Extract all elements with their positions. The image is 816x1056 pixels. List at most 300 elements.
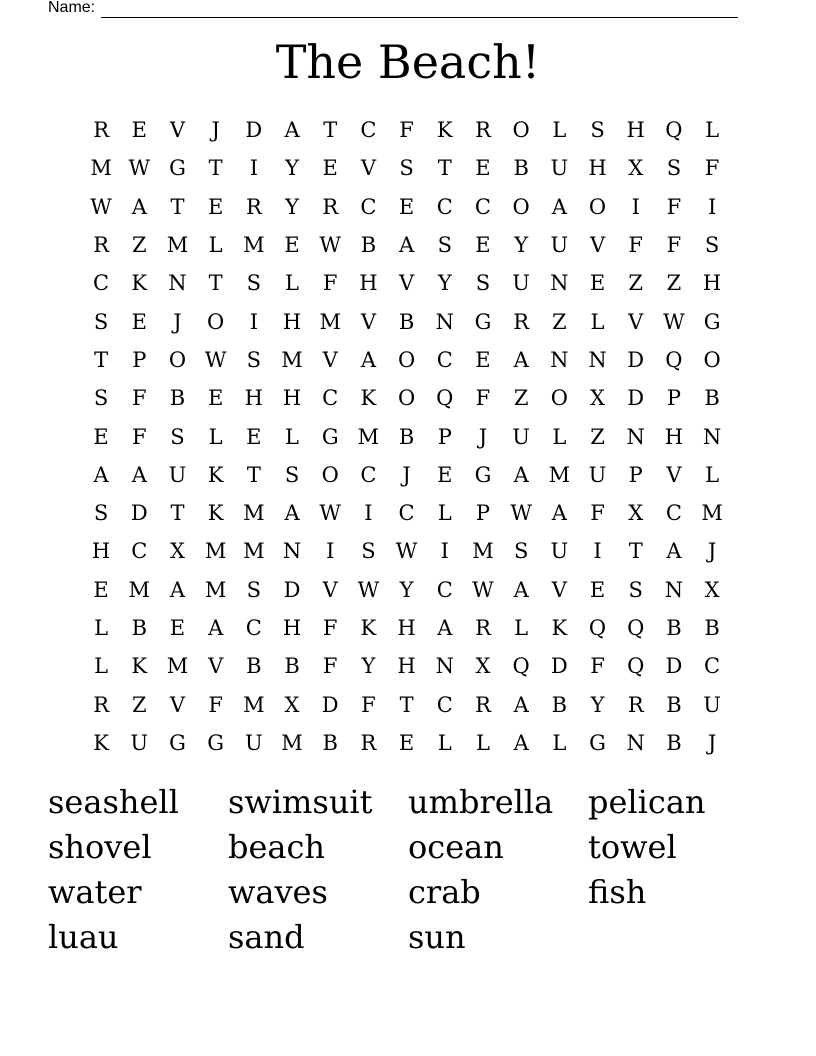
grid-letter: L bbox=[94, 616, 109, 640]
grid-letter: B bbox=[246, 654, 262, 679]
grid-letter: I bbox=[440, 539, 449, 564]
grid-letter: U bbox=[168, 462, 187, 487]
grid-letter: N bbox=[588, 347, 607, 372]
grid-letter: L bbox=[514, 616, 529, 640]
grid-letter: V bbox=[666, 462, 682, 487]
grid-letter: B bbox=[666, 692, 682, 717]
grid-letter: A bbox=[399, 233, 415, 258]
grid-letter: B bbox=[360, 233, 377, 258]
word-list-item: luau bbox=[48, 918, 119, 956]
grid-letter: A bbox=[131, 462, 147, 487]
grid-letter: B bbox=[551, 692, 568, 717]
grid-letter: L bbox=[437, 730, 452, 755]
grid-letter: W bbox=[204, 347, 227, 372]
grid-letter: V bbox=[360, 309, 376, 334]
grid-letter: S bbox=[666, 156, 682, 181]
grid-letter: Q bbox=[512, 654, 530, 679]
grid-letter: L bbox=[552, 730, 567, 755]
grid-letter: W bbox=[395, 539, 418, 564]
grid-letter: I bbox=[364, 501, 373, 526]
grid-letter: C bbox=[398, 501, 415, 526]
name-underline bbox=[101, 2, 738, 18]
grid-letter: J bbox=[173, 309, 182, 334]
grid-letter: W bbox=[472, 577, 494, 602]
grid-letter: Q bbox=[588, 616, 607, 640]
grid-letter: L bbox=[208, 424, 223, 449]
grid-letter: R bbox=[627, 692, 644, 717]
grid-letter: O bbox=[397, 347, 416, 372]
grid-letter: M bbox=[281, 347, 303, 372]
word-list-item: swimsuit bbox=[228, 783, 373, 821]
grid-letter: G bbox=[169, 156, 186, 181]
grid-letter: U bbox=[550, 156, 569, 181]
grid-letter: F bbox=[590, 501, 605, 526]
grid-letter: F bbox=[590, 654, 605, 679]
grid-letter: F bbox=[131, 386, 147, 411]
word-list-item: crab bbox=[408, 873, 481, 911]
grid-letter: L bbox=[475, 730, 490, 755]
grid-letter: M bbox=[243, 692, 265, 717]
grid-letter: R bbox=[93, 692, 109, 717]
grid-letter: N bbox=[550, 271, 569, 296]
grid-letter: E bbox=[207, 386, 224, 411]
grid-letter: H bbox=[282, 386, 302, 411]
grid-letter: H bbox=[397, 616, 416, 640]
grid-letter: F bbox=[322, 271, 338, 296]
grid-letter: V bbox=[208, 654, 224, 679]
grid-letter: F bbox=[704, 156, 720, 181]
grid-letter: X bbox=[704, 577, 720, 602]
word-list-item: fish bbox=[588, 873, 647, 911]
grid-letter: V bbox=[169, 118, 186, 143]
grid-letter: P bbox=[628, 462, 643, 487]
grid-letter: W bbox=[319, 233, 342, 258]
grid-letter: D bbox=[130, 501, 148, 526]
grid-letter: R bbox=[513, 309, 530, 334]
grid-letter: J bbox=[707, 730, 717, 755]
grid-letter: G bbox=[589, 730, 606, 755]
grid-letter: U bbox=[512, 424, 530, 449]
grid-letter: L bbox=[705, 118, 720, 143]
grid-letter: A bbox=[551, 194, 567, 219]
grid-letter: E bbox=[93, 577, 109, 602]
grid-letter: D bbox=[627, 347, 645, 372]
grid-letter: E bbox=[398, 730, 415, 755]
letter-grid bbox=[82, 111, 731, 762]
grid-letter: J bbox=[402, 462, 411, 487]
grid-letter: S bbox=[93, 386, 109, 411]
word-list-item: beach bbox=[228, 828, 326, 866]
grid-letter: K bbox=[207, 501, 224, 526]
grid-letter: O bbox=[397, 386, 416, 411]
word-list-item: seashell bbox=[48, 783, 179, 821]
grid-letter: C bbox=[245, 616, 262, 640]
grid-letter: A bbox=[513, 347, 529, 372]
grid-letter: O bbox=[703, 347, 721, 372]
word-list-item: pelican bbox=[588, 783, 706, 821]
grid-letter: L bbox=[208, 233, 223, 258]
grid-letter: G bbox=[321, 424, 339, 449]
grid-letter: S bbox=[246, 347, 262, 372]
grid-letter: L bbox=[552, 424, 567, 449]
grid-letter: R bbox=[93, 233, 109, 258]
grid-letter: O bbox=[168, 347, 187, 372]
grid-letter: E bbox=[398, 194, 415, 219]
grid-letter: T bbox=[208, 156, 223, 181]
grid-letter: Y bbox=[361, 654, 376, 679]
grid-letter: P bbox=[666, 386, 681, 411]
grid-letter: W bbox=[90, 194, 112, 219]
grid-letter: V bbox=[360, 156, 376, 181]
grid-letter: K bbox=[436, 118, 453, 143]
grid-letter: T bbox=[628, 539, 643, 564]
grid-letter: D bbox=[245, 118, 263, 143]
grid-letter: S bbox=[284, 462, 300, 487]
grid-letter: A bbox=[131, 194, 147, 219]
grid-letter: K bbox=[93, 730, 109, 755]
grid-letter: W bbox=[510, 501, 532, 526]
grid-letter: S bbox=[361, 539, 376, 564]
grid-letter: T bbox=[94, 347, 109, 372]
name-field-line bbox=[48, 0, 738, 18]
grid-letter: G bbox=[703, 309, 721, 334]
grid-letter: L bbox=[590, 309, 605, 334]
grid-letter: S bbox=[93, 309, 109, 334]
grid-letter: L bbox=[94, 654, 109, 679]
grid-letter: D bbox=[321, 692, 339, 717]
grid-letter: B bbox=[704, 386, 720, 411]
grid-letter: N bbox=[282, 539, 302, 564]
grid-letter: B bbox=[666, 730, 682, 755]
grid-letter: E bbox=[589, 271, 606, 296]
grid-letter: C bbox=[436, 577, 453, 602]
grid-letter: Z bbox=[552, 309, 567, 334]
grid-letter: X bbox=[169, 539, 185, 564]
grid-letter: R bbox=[475, 616, 491, 640]
grid-letter: N bbox=[435, 309, 454, 334]
grid-letter: E bbox=[322, 156, 338, 181]
grid-letter: F bbox=[361, 692, 376, 717]
grid-letter: A bbox=[169, 577, 186, 602]
grid-letter: F bbox=[628, 233, 643, 258]
word-list-item: ocean bbox=[408, 828, 504, 866]
grid-letter: U bbox=[550, 539, 569, 564]
grid-letter: F bbox=[666, 194, 682, 219]
grid-letter: O bbox=[512, 194, 530, 219]
grid-letter: Y bbox=[285, 156, 299, 181]
grid-letter: T bbox=[170, 501, 185, 526]
grid-letter: C bbox=[665, 501, 682, 526]
grid-letter: N bbox=[435, 654, 454, 679]
grid-letter: A bbox=[284, 501, 300, 526]
grid-letter: I bbox=[326, 539, 335, 564]
grid-letter: J bbox=[478, 424, 488, 449]
grid-letter: S bbox=[704, 233, 720, 258]
grid-letter: T bbox=[323, 118, 338, 143]
word-list-item: sand bbox=[228, 918, 305, 956]
grid-letter: C bbox=[436, 194, 453, 219]
grid-letter: M bbox=[128, 577, 151, 602]
grid-letter: H bbox=[626, 118, 645, 143]
grid-letter: U bbox=[703, 692, 721, 717]
grid-letter: C bbox=[360, 194, 377, 219]
grid-letter: W bbox=[319, 501, 342, 526]
grid-letter: L bbox=[552, 118, 567, 143]
grid-letter: F bbox=[322, 616, 338, 640]
grid-letter: B bbox=[284, 654, 300, 679]
grid-letter: X bbox=[628, 501, 644, 526]
grid-letter: M bbox=[357, 424, 380, 449]
grid-letter: C bbox=[474, 194, 491, 219]
grid-letter: Q bbox=[665, 118, 683, 143]
grid-letter: A bbox=[284, 118, 300, 143]
grid-letter: C bbox=[704, 654, 721, 679]
grid-letter: Q bbox=[665, 347, 683, 372]
grid-letter: F bbox=[322, 654, 338, 679]
grid-letter: X bbox=[284, 692, 300, 717]
grid-letter: D bbox=[550, 654, 568, 679]
grid-letter: J bbox=[211, 118, 220, 143]
grid-letter: M bbox=[243, 233, 265, 258]
grid-letter: L bbox=[285, 271, 299, 296]
grid-letter: H bbox=[397, 654, 416, 679]
grid-letter: Z bbox=[131, 692, 147, 717]
grid-letter: C bbox=[436, 347, 453, 372]
grid-letter: L bbox=[437, 501, 452, 526]
grid-letter: B bbox=[513, 156, 529, 181]
grid-letter: T bbox=[399, 692, 414, 717]
grid-letter: K bbox=[551, 616, 568, 640]
page-title: The Beach! bbox=[275, 35, 541, 89]
grid-letter: S bbox=[246, 577, 262, 602]
grid-letter: E bbox=[475, 233, 491, 258]
grid-letter: T bbox=[437, 156, 452, 181]
word-list-item: waves bbox=[228, 873, 328, 911]
grid-letter: N bbox=[168, 271, 187, 296]
grid-letter: E bbox=[475, 156, 491, 181]
grid-letter: Q bbox=[436, 386, 454, 411]
grid-letter: Z bbox=[666, 271, 682, 296]
grid-letter: K bbox=[207, 462, 224, 487]
grid-letter: O bbox=[512, 118, 530, 143]
grid-letter: H bbox=[282, 309, 302, 334]
word-list bbox=[48, 780, 768, 960]
grid-letter: H bbox=[244, 386, 263, 411]
grid-letter: M bbox=[90, 156, 112, 181]
grid-letter: M bbox=[281, 730, 303, 755]
grid-letter: R bbox=[245, 194, 262, 219]
grid-letter: T bbox=[208, 271, 223, 296]
grid-letter: D bbox=[627, 386, 645, 411]
grid-letter: Z bbox=[131, 233, 147, 258]
grid-letter: G bbox=[169, 730, 186, 755]
grid-letter: C bbox=[131, 539, 148, 564]
grid-letter: E bbox=[131, 309, 147, 334]
grid-letter: I bbox=[707, 194, 717, 219]
word-list-item: shovel bbox=[48, 828, 152, 866]
grid-letter: V bbox=[169, 692, 186, 717]
grid-letter: Z bbox=[513, 386, 529, 411]
grid-letter: F bbox=[208, 692, 223, 717]
grid-letter: N bbox=[550, 347, 569, 372]
grid-letter: E bbox=[437, 462, 453, 487]
grid-letter: I bbox=[249, 156, 258, 181]
grid-letter: V bbox=[322, 347, 338, 372]
grid-letter: Z bbox=[590, 424, 605, 449]
grid-letter: N bbox=[626, 424, 645, 449]
grid-letter: R bbox=[322, 194, 339, 219]
grid-letter: P bbox=[132, 347, 147, 372]
grid-letter: H bbox=[702, 271, 722, 296]
grid-letter: V bbox=[322, 577, 338, 602]
grid-letter: O bbox=[550, 386, 568, 411]
grid-letter: M bbox=[166, 233, 189, 258]
grid-letter: C bbox=[322, 386, 339, 411]
grid-letter: S bbox=[93, 501, 109, 526]
grid-letter: R bbox=[93, 118, 109, 143]
grid-letter: S bbox=[170, 424, 185, 449]
grid-letter: A bbox=[513, 730, 529, 755]
grid-letter: M bbox=[243, 539, 265, 564]
grid-letter: F bbox=[666, 233, 682, 258]
grid-letter: S bbox=[628, 577, 643, 602]
grid-letter: V bbox=[589, 233, 606, 258]
grid-letter: O bbox=[207, 309, 225, 334]
grid-letter: H bbox=[664, 424, 684, 449]
grid-letter: F bbox=[399, 118, 414, 143]
grid-letter: M bbox=[166, 654, 189, 679]
grid-letter: G bbox=[474, 462, 492, 487]
grid-letter: H bbox=[282, 616, 302, 640]
grid-letter: L bbox=[285, 424, 299, 449]
grid-letter: N bbox=[626, 730, 645, 755]
grid-letter: A bbox=[208, 616, 224, 640]
grid-letter: Y bbox=[399, 577, 414, 602]
grid-letter: G bbox=[474, 309, 492, 334]
grid-letter: D bbox=[283, 577, 301, 602]
grid-letter: Z bbox=[628, 271, 644, 296]
grid-letter: N bbox=[664, 577, 684, 602]
word-list-item: towel bbox=[588, 828, 677, 866]
grid-letter: M bbox=[319, 309, 341, 334]
grid-letter: E bbox=[207, 194, 224, 219]
grid-letter: T bbox=[246, 462, 261, 487]
grid-letter: C bbox=[360, 118, 377, 143]
grid-letter: D bbox=[665, 654, 683, 679]
grid-letter: M bbox=[204, 577, 227, 602]
grid-letter: V bbox=[551, 577, 567, 602]
grid-letter: H bbox=[588, 156, 607, 181]
grid-letter: A bbox=[551, 501, 567, 526]
grid-letter: Y bbox=[590, 692, 605, 717]
grid-letter: B bbox=[666, 616, 682, 640]
grid-letter: M bbox=[472, 539, 494, 564]
grid-letter: S bbox=[590, 118, 605, 143]
grid-letter: V bbox=[628, 309, 644, 334]
grid-letter: A bbox=[513, 577, 529, 602]
grid-letter: I bbox=[593, 539, 602, 564]
grid-letter: B bbox=[398, 309, 415, 334]
grid-letter: J bbox=[707, 539, 717, 564]
grid-letter: B bbox=[704, 616, 720, 640]
grid-letter: S bbox=[513, 539, 529, 564]
grid-letter: Y bbox=[514, 233, 529, 258]
grid-letter: R bbox=[475, 692, 491, 717]
grid-letter: S bbox=[475, 271, 491, 296]
grid-letter: O bbox=[588, 194, 607, 219]
grid-letter: N bbox=[702, 424, 722, 449]
grid-letter: H bbox=[359, 271, 378, 296]
grid-letter: E bbox=[93, 424, 109, 449]
grid-letter: H bbox=[91, 539, 111, 564]
word-list-item: umbrella bbox=[408, 783, 554, 821]
grid-letter: X bbox=[590, 386, 605, 411]
grid-letter: E bbox=[589, 577, 606, 602]
grid-letter: Y bbox=[285, 194, 299, 219]
grid-letter: G bbox=[207, 730, 225, 755]
grid-letter: B bbox=[169, 386, 186, 411]
grid-letter: U bbox=[550, 233, 569, 258]
grid-letter: A bbox=[437, 616, 453, 640]
grid-letter: U bbox=[512, 271, 530, 296]
grid-letter: K bbox=[360, 386, 377, 411]
grid-letter: K bbox=[131, 271, 148, 296]
grid-letter: W bbox=[128, 156, 151, 181]
grid-letter: X bbox=[475, 654, 491, 679]
grid-letter: T bbox=[170, 194, 185, 219]
grid-letter: S bbox=[399, 156, 414, 181]
grid-letter: C bbox=[93, 271, 110, 296]
grid-letter: A bbox=[513, 692, 529, 717]
grid-letter: M bbox=[204, 539, 227, 564]
grid-letter: F bbox=[131, 424, 147, 449]
grid-letter: M bbox=[701, 501, 723, 526]
grid-letter: B bbox=[131, 616, 147, 640]
grid-letter: S bbox=[246, 271, 262, 296]
grid-letter: X bbox=[628, 156, 644, 181]
grid-letter: Y bbox=[437, 271, 452, 296]
grid-letter: C bbox=[360, 462, 377, 487]
grid-letter: A bbox=[666, 539, 682, 564]
grid-letter: F bbox=[475, 386, 491, 411]
grid-letter: A bbox=[93, 462, 109, 487]
grid-letter: A bbox=[513, 462, 529, 487]
grid-letter: E bbox=[284, 233, 300, 258]
grid-letter: C bbox=[436, 692, 453, 717]
grid-letter: W bbox=[357, 577, 380, 602]
grid-letter: W bbox=[663, 309, 685, 334]
grid-letter: E bbox=[475, 347, 491, 372]
grid-letter: S bbox=[437, 233, 452, 258]
grid-letter: R bbox=[475, 118, 491, 143]
grid-letter: B bbox=[398, 424, 415, 449]
grid-letter: A bbox=[360, 347, 376, 372]
grid-letter: M bbox=[243, 501, 265, 526]
grid-letter: E bbox=[131, 118, 147, 143]
grid-letter: E bbox=[169, 616, 186, 640]
grid-letter: I bbox=[631, 194, 640, 219]
word-list-item: water bbox=[48, 873, 142, 911]
grid-letter: K bbox=[360, 616, 377, 640]
grid-letter: P bbox=[437, 424, 452, 449]
grid-letter: P bbox=[475, 501, 491, 526]
grid-letter: U bbox=[588, 462, 607, 487]
grid-letter: V bbox=[399, 271, 415, 296]
grid-letter: U bbox=[130, 730, 149, 755]
grid-letter: M bbox=[548, 462, 571, 487]
grid-letter: B bbox=[322, 730, 338, 755]
grid-letter: L bbox=[705, 462, 720, 487]
